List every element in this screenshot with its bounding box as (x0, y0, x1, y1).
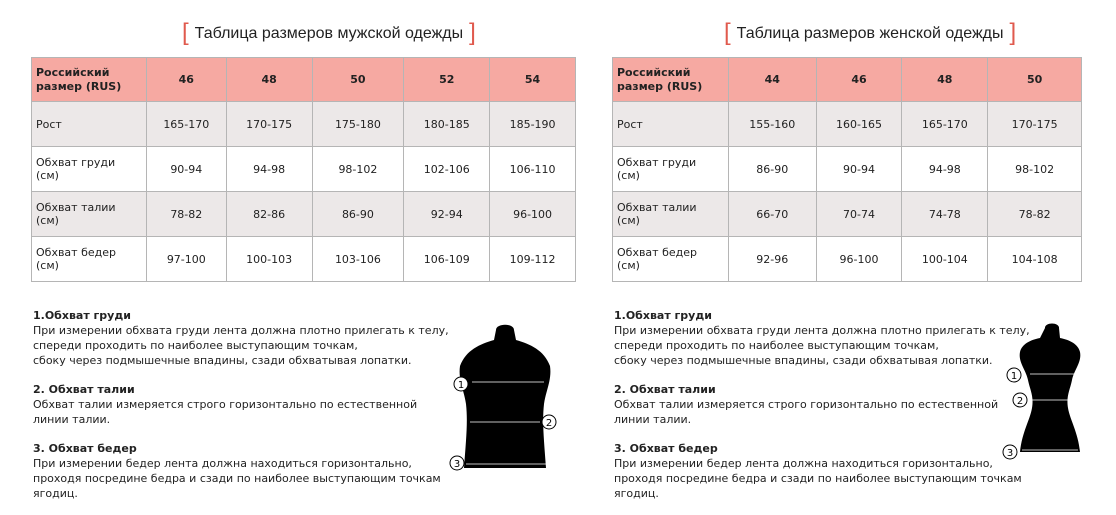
hips-instruction: 3. Обхват бедер При измерении бедер лента должна находиться горизонтально, проходя посредине бедра и сзади по наиболее выступающим точкам ягодиц. (33, 442, 441, 500)
svg-text:1: 1 (1010, 371, 1018, 382)
marker-1 (454, 377, 468, 391)
table-header-cell: 46 (146, 58, 226, 102)
row-label: Обхват бедер (см) (32, 237, 147, 282)
table-cell: 97-100 (146, 237, 226, 282)
female-mannequin-figure (1000, 320, 1100, 470)
table-cell: 98-102 (988, 147, 1082, 192)
male-torso-silhouette (457, 325, 551, 468)
male-mannequin-figure (440, 318, 570, 486)
table-cell: 102-106 (404, 147, 490, 192)
table-cell: 90-94 (816, 147, 902, 192)
table-header-cell: 50 (988, 58, 1082, 102)
table-cell: 66-70 (728, 192, 816, 237)
table-header-cell: Российский размер (RUS) (32, 58, 147, 102)
table-cell: 82-86 (226, 192, 312, 237)
measurement-instructions (614, 308, 1030, 515)
table-cell: 90-94 (146, 147, 226, 192)
table-row (613, 192, 1082, 237)
table-header-cell: 46 (816, 58, 902, 102)
table-cell: 109-112 (490, 237, 576, 282)
title-bracket-left: [ (724, 19, 731, 46)
table-cell: 86-90 (312, 192, 404, 237)
row-label: Обхват груди (см) (32, 147, 147, 192)
marker-2 (1013, 393, 1027, 407)
marker-2 (542, 415, 556, 429)
waist-instruction: 2. Обхват талии Обхват талии измеряется строго горизонтально по естественной линии талии. (33, 383, 418, 426)
waist-instruction: 2. Обхват талии Обхват талии измеряется строго горизонтально по естественной линии талии. (614, 383, 999, 426)
table-cell: 106-109 (404, 237, 490, 282)
women-size-table (612, 57, 1082, 282)
table-cell: 96-100 (490, 192, 576, 237)
table-cell: 96-100 (816, 237, 902, 282)
table-cell: 78-82 (146, 192, 226, 237)
table-cell: 86-90 (728, 147, 816, 192)
women-table-title: [ Таблица размеров женской одежды ] (724, 19, 1017, 46)
hips-instruction: 3. Обхват бедер При измерении бедер лента должна находиться горизонтально, проходя посредине бедра и сзади по наиболее выступающим точкам ягодиц. (614, 442, 1022, 500)
table-header-cell: 48 (226, 58, 312, 102)
table-cell: 94-98 (226, 147, 312, 192)
table-cell: 170-175 (226, 102, 312, 147)
table-header-cell: 44 (728, 58, 816, 102)
table-row (613, 102, 1082, 147)
table-cell: 180-185 (404, 102, 490, 147)
row-label: Обхват бедер (см) (613, 237, 729, 282)
table-cell: 170-175 (988, 102, 1082, 147)
table-header-cell: 50 (312, 58, 404, 102)
table-cell: 100-103 (226, 237, 312, 282)
row-label: Рост (32, 102, 147, 147)
svg-text:2: 2 (545, 418, 553, 429)
chest-instruction: 1.Обхват груди При измерении обхвата груди лента должна плотно прилегать к телу, спереди проходить по наиболее выступающим точкам, сбоку через подмышечные впадины, сзади обхватывая лопатки. (33, 309, 449, 367)
table-cell: 100-104 (902, 237, 988, 282)
table-row (613, 237, 1082, 282)
table-header-row (32, 58, 576, 102)
table-cell: 74-78 (902, 192, 988, 237)
table-row (32, 237, 576, 282)
title-bracket-right: ] (1009, 19, 1017, 46)
svg-text:3: 3 (1006, 448, 1014, 459)
table-cell: 175-180 (312, 102, 404, 147)
table-cell: 78-82 (988, 192, 1082, 237)
table-cell: 92-94 (404, 192, 490, 237)
table-cell: 98-102 (312, 147, 404, 192)
table-cell: 185-190 (490, 102, 576, 147)
marker-1 (1007, 368, 1021, 382)
title-bracket-left: [ (182, 19, 189, 46)
table-cell: 165-170 (902, 102, 988, 147)
table-row (32, 102, 576, 147)
svg-text:3: 3 (453, 459, 461, 470)
row-label: Обхват талии (см) (613, 192, 729, 237)
table-row (613, 147, 1082, 192)
row-label: Рост (613, 102, 729, 147)
table-header-cell: 54 (490, 58, 576, 102)
table-cell: 70-74 (816, 192, 902, 237)
chest-instruction: 1.Обхват груди При измерении обхвата груди лента должна плотно прилегать к телу, спереди проходить по наиболее выступающим точкам, сбоку через подмышечные впадины, сзади обхватывая лопатки. (614, 309, 1030, 367)
men-table-title: [ Таблица размеров мужской одежды ] (182, 19, 476, 46)
table-row (32, 147, 576, 192)
table-header-cell: 52 (404, 58, 490, 102)
men-size-table (31, 57, 576, 282)
marker-3 (1003, 445, 1017, 459)
row-label: Обхват груди (см) (613, 147, 729, 192)
table-header-row (613, 58, 1082, 102)
table-cell: 104-108 (988, 237, 1082, 282)
table-cell: 155-160 (728, 102, 816, 147)
table-cell: 160-165 (816, 102, 902, 147)
table-header-cell: 48 (902, 58, 988, 102)
women-size-panel (558, 0, 1116, 512)
svg-text:2: 2 (1016, 396, 1024, 407)
table-header-cell: Российский размер (RUS) (613, 58, 729, 102)
svg-text:1: 1 (457, 380, 465, 391)
table-cell: 94-98 (902, 147, 988, 192)
table-row (32, 192, 576, 237)
female-torso-silhouette (1020, 324, 1081, 453)
table-cell: 103-106 (312, 237, 404, 282)
title-bracket-right: ] (469, 19, 476, 46)
measurement-instructions (33, 308, 449, 515)
table-cell: 106-110 (490, 147, 576, 192)
marker-3 (450, 456, 464, 470)
table-cell: 165-170 (146, 102, 226, 147)
table-cell: 92-96 (728, 237, 816, 282)
row-label: Обхват талии (см) (32, 192, 147, 237)
